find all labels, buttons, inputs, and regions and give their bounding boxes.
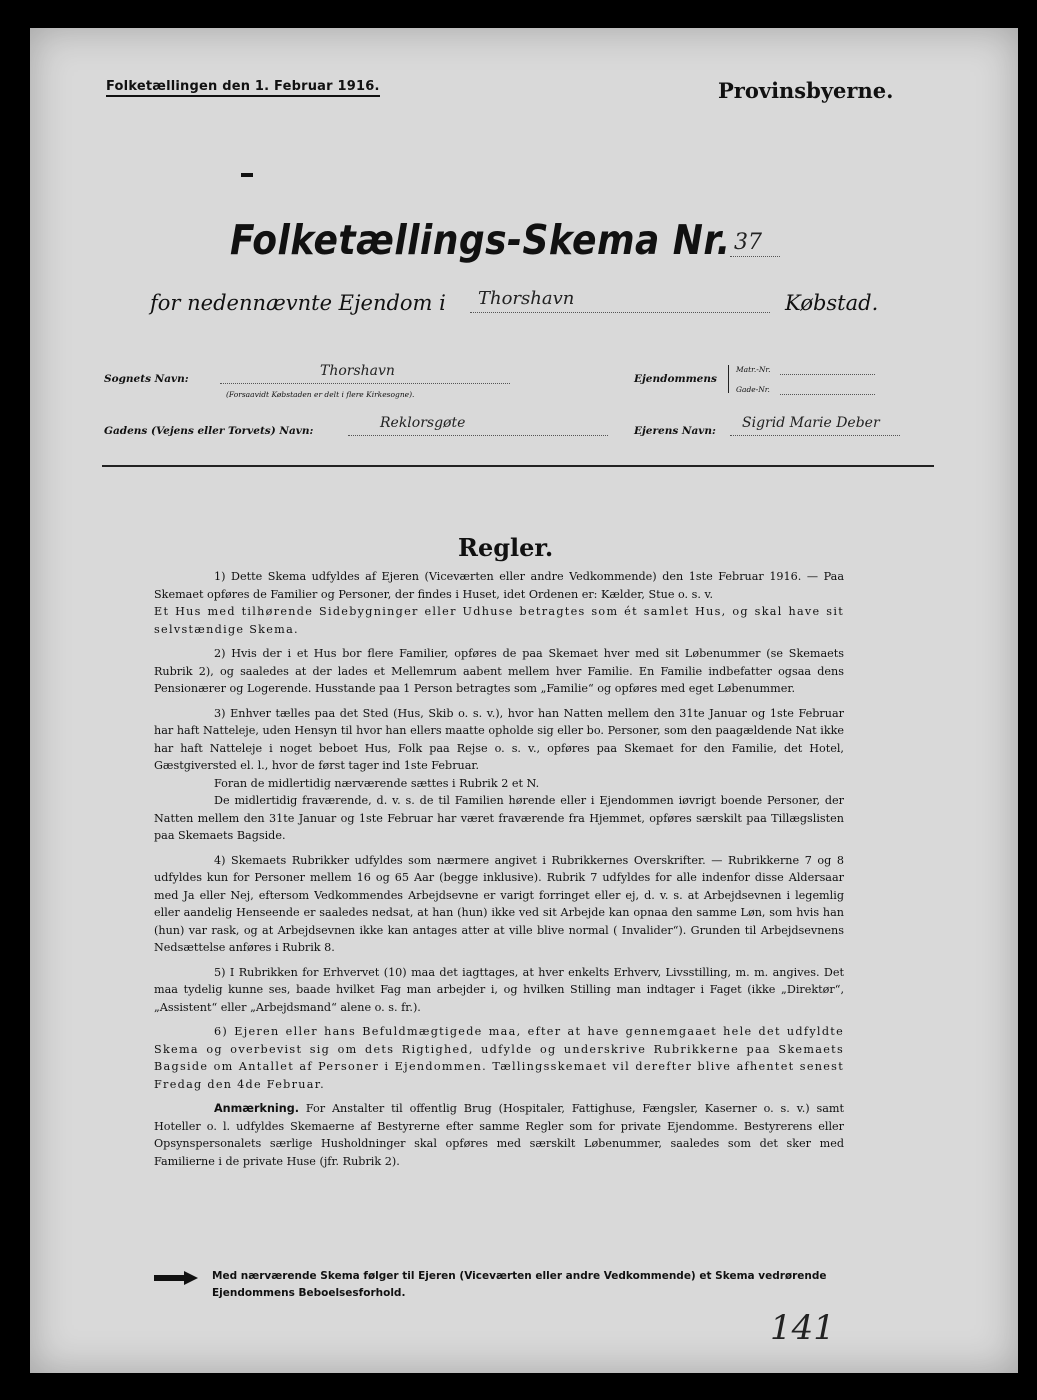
rule-1b: Et Hus med tilhørende Sidebygninger eller Udhuse betragtes som ét samlet Hus, og skal have sit selvstændige Skema. bbox=[154, 605, 844, 636]
sogn-note: (Forsaavidt Købstaden er delt i flere Kirkesogne). bbox=[226, 390, 415, 399]
ejendom-label: Ejendommens bbox=[634, 373, 717, 385]
dotted-line bbox=[220, 383, 510, 384]
bracket-line bbox=[728, 365, 729, 393]
ejer-label: Ejerens Navn: bbox=[634, 425, 716, 437]
gade-value-handwritten: Reklorsgøte bbox=[380, 415, 466, 431]
matr-nr-label: Matr.-Nr. bbox=[736, 365, 771, 374]
rules-heading: Regler. bbox=[458, 533, 554, 562]
dotted-line bbox=[470, 312, 770, 313]
rule-3b: Foran de midlertidig nærværende sættes i Rubrik 2 et N. bbox=[214, 776, 540, 790]
census-date-header: Folketællingen den 1. Februar 1916. bbox=[106, 79, 380, 97]
rule-6: 6) Ejeren eller hans Befuldmægtigede maa, efter at have gennemgaaet hele det udfyldte Skema og overbevist sig om dets Rigtighed, udfylde og underskrive Rubrikkerne paa Skemaets Bagside om Antallet af Personer i Ejendommen. Tællingsskemaet vil derefter blive afhentet senest Fredag den 4de Februar. bbox=[154, 1025, 844, 1091]
form-title: Folketællings-Skema Nr. bbox=[230, 216, 731, 264]
region-header: Provinsbyerne. bbox=[718, 78, 894, 103]
city-handwritten: Thorshavn bbox=[478, 288, 575, 309]
pointing-hand-icon bbox=[154, 1270, 202, 1289]
dotted-line bbox=[730, 256, 780, 257]
remark bbox=[154, 1100, 844, 1170]
dotted-line bbox=[730, 435, 900, 436]
census-form-sheet bbox=[30, 28, 1018, 1373]
dotted-line bbox=[780, 394, 875, 395]
subtitle-suffix: Købstad. bbox=[785, 291, 879, 315]
rule-3a: 3) Enhver tælles paa det Sted (Hus, Skib o. s. v.), hvor han Natten mellem den 31te Januar og 1ste Februar har haft Natteleje, uden Hensyn til hvor han ellers maatte opholde sig eller bo. Personer, som den paagældende Nat ikke har haft Natteleje i noget beboet Hus, Folk paa Rejse o. s. v., opføres paa Skemaet for den Familie, det Hotel, Gæstgiversted el. l., hvor de først tager ind 1ste Februar. bbox=[154, 706, 844, 772]
section-divider bbox=[102, 465, 934, 467]
rules-body bbox=[154, 568, 844, 1177]
remark-label: Anmærkning. bbox=[214, 1102, 299, 1115]
rule-2: 2) Hvis der i et Hus bor flere Familier, opføres de paa Skemaet hver med sit Løbenummer (se Skemaets Rubrik 2), og saaledes at der lades et Mellemrum aabent mellem hver Familie. En Familie indbefatter ogsaa dens Pensionærer og Logerende. Husstande paa 1 Person betragtes som „Familie“ og opføres med eget Løbenummer. bbox=[154, 647, 844, 695]
gade-label: Gadens (Vejens eller Torvets) Navn: bbox=[104, 425, 314, 437]
sogn-value-handwritten: Thorshavn bbox=[320, 363, 395, 379]
ejer-value-handwritten: Sigrid Marie Deber bbox=[742, 415, 880, 431]
rule-1a: 1) Dette Skema udfyldes af Ejeren (Viceværten eller andre Vedkommende) den 1ste Februar 1916. — Paa Skemaet opføres de Familier og Personer, der findes i Huset, idet Ordenen er: Kælder, Stue o. s. v. bbox=[154, 570, 844, 601]
sogn-label: Sognets Navn: bbox=[104, 373, 189, 385]
subtitle-prefix: for nedennævnte Ejendom i bbox=[150, 291, 446, 315]
dotted-line bbox=[348, 435, 608, 436]
rule-5: 5) I Rubrikken for Erhvervet (10) maa det iagttages, at hver enkelts Erhverv, Livsstilling, m. m. angives. Det maa tydelig kunne ses, baade hvilket Fag man arbejder i, og hvilken Stilling man indtager i Faget (ikke „Direktør“, „Assistent“ eller „Arbejdsmand“ alene o. s. fr.). bbox=[154, 965, 844, 1014]
schema-number-handwritten: 37 bbox=[734, 230, 762, 255]
footer-note: Med nærværende Skema følger til Ejeren (Viceværten eller andre Vedkommende) et Skema vedrørende Ejendommens Beboelsesforhold. bbox=[212, 1270, 827, 1299]
rule-4: 4) Skemaets Rubrikker udfyldes som nærmere angivet i Rubrikkernes Overskrifter. — Rubrikkerne 7 og 8 udfyldes kun for Personer mellem 16 og 65 Aar (begge inklusive). Rubrik 7 udfyldes for alle indenfor disse Aldersaar med Ja eller Nej, eftersom Vedkommendes Arbejdsevne er varigt forringet eller ej, d. v. s. at Arbejdsevnen i legemlig eller aandelig Henseende er saaledes nedsat, at han (hun) ikke ved sit Arbejde kan opnaa den samme Løn, som hvis han (hun) var rask, og at Arbejdsevnen ikke kan antages atter at ville blive normal ( Invalider“). Grunden til Arbejdsevnens Nedsættelse anføres i Rubrik 8. bbox=[154, 853, 844, 954]
ink-mark bbox=[241, 173, 253, 177]
remark-text: For Anstalter til offentlig Brug (Hospitaler, Fattighuse, Fængsler, Kaserner o. s. v.) samt Hoteller o. l. udfyldes Skemaerne af Bestyrerne efter samme Regler som for private Ejendomme. Bestyrerens eller Opsynspersonalets særlige Husholdninger skal opføres med særskilt Løbenummer, saaledes som det sker med Familierne i de private Huse (jfr. Rubrik 2). bbox=[154, 1102, 844, 1168]
gade-nr-label: Gade-Nr. bbox=[736, 385, 770, 394]
handwritten-mark: 141 bbox=[770, 1308, 835, 1348]
dotted-line bbox=[780, 374, 875, 375]
rule-3c: De midlertidig fraværende, d. v. s. de til Familien hørende eller i Ejendommen iøvrigt boende Personer, der Natten mellem den 31te Januar og 1ste Februar har været fraværende fra Hjemmet, opføres særskilt paa Tillægslisten paa Skemaets Bagside. bbox=[154, 794, 844, 842]
